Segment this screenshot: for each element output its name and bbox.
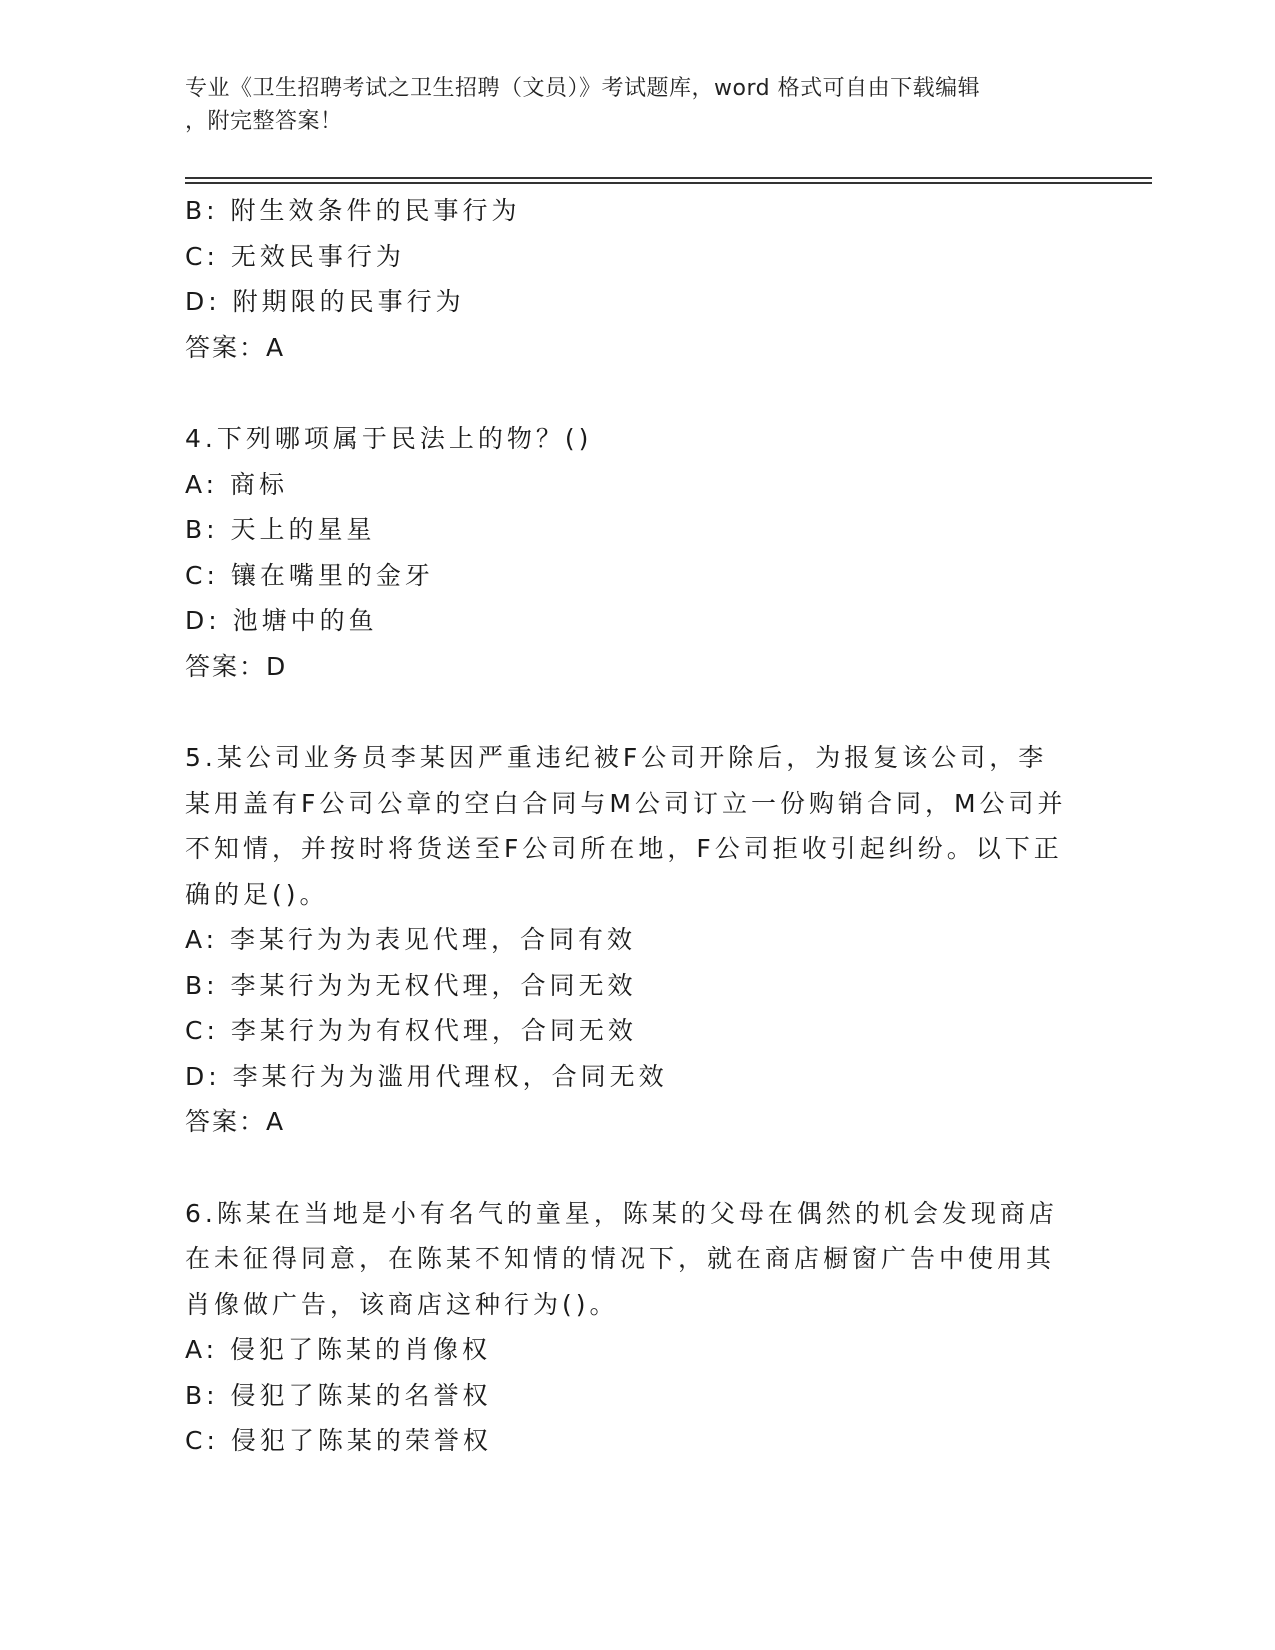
option-c: C: 镶在嘴里的金牙	[185, 560, 434, 590]
header-line-1: 专业《卫生招聘考试之卫生招聘（文员）》考试题库，word 格式可自由下载编辑	[185, 76, 981, 101]
spacer	[185, 689, 1085, 735]
question-3	[185, 188, 1085, 370]
question-5	[185, 735, 1085, 1145]
question-stem: 6.陈某在当地是小有名气的童星，陈某的父母在偶然的机会发现商店在未征得同意，在陈某不知情的情况下，就在商店橱窗广告中使用其肖像做广告，该商店这种行为()。	[185, 1198, 1058, 1319]
spacer	[185, 1145, 1085, 1191]
question-list	[185, 188, 1085, 1464]
answer: 答案：D	[185, 651, 288, 681]
option-a: A: 侵犯了陈某的肖像权	[185, 1335, 492, 1364]
spacer	[185, 370, 1085, 416]
header-divider-top	[185, 177, 1152, 179]
document-header	[185, 72, 1065, 138]
question-stem: 4.下列哪项属于民法上的物？()	[185, 424, 593, 453]
option-b: B: 天上的星星	[185, 515, 376, 544]
option-d: D: 李某行为为滥用代理权，合同无效	[185, 1061, 668, 1091]
option-d: D: 附期限的民事行为	[185, 287, 465, 316]
option-b: B: 李某行为为无权代理，合同无效	[185, 970, 637, 1000]
option-a: A: 李某行为为表见代理，合同有效	[185, 925, 637, 954]
option-c: C: 侵犯了陈某的荣誉权	[185, 1426, 492, 1455]
answer: 答案：A	[185, 1107, 286, 1136]
question-4	[185, 416, 1085, 689]
question-stem: 5.某公司业务员李某因严重违纪被F公司开除后，为报复该公司，李某用盖有F公司公章的空白合同与M公司订立一份购销合同，M公司并不知情，并按时将货送至F公司所在地，F公司拒收引起纠纷。以下正确的足()。	[185, 743, 1067, 909]
header-line-2: ，附完整答案！	[185, 109, 343, 134]
question-6	[185, 1191, 1085, 1464]
answer: 答案：A	[185, 332, 286, 362]
option-c: C: 无效民事行为	[185, 241, 405, 271]
option-b: B: 附生效条件的民事行为	[185, 196, 521, 225]
header-divider-bottom	[185, 182, 1152, 184]
option-a: A: 商标	[185, 469, 289, 499]
option-d: D: 池塘中的鱼	[185, 606, 378, 635]
option-b: B: 侵犯了陈某的名誉权	[185, 1380, 492, 1410]
option-c: C: 李某行为为有权代理，合同无效	[185, 1016, 637, 1045]
